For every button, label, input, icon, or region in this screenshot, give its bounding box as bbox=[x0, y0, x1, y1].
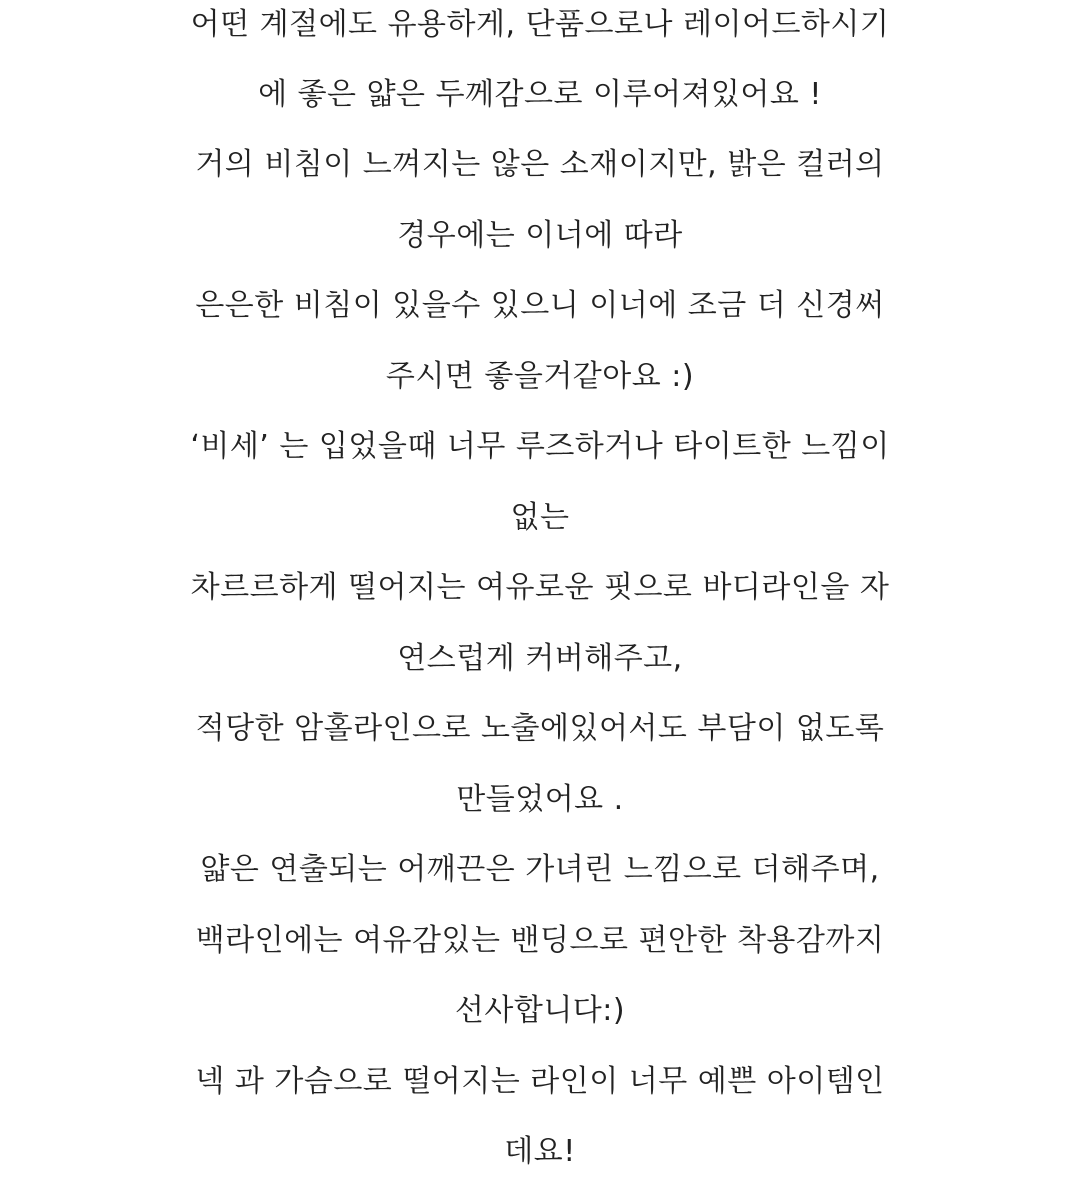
description-line: 경우에는 이너에 따라 bbox=[397, 218, 683, 253]
description-line: 거의 비침이 느껴지는 않은 소재이지만, 밝은 컬러의 bbox=[195, 147, 885, 182]
description-line: 차르르하게 떨어지는 여유로운 핏으로 바디라인을 자 bbox=[190, 570, 890, 605]
description-line: 없는 bbox=[510, 500, 570, 535]
description-line: 주시면 좋을거같아요 :) bbox=[385, 359, 695, 394]
description-line: 만들었어요 . bbox=[456, 782, 624, 817]
description-line: 넥 과 가슴으로 떨어지는 라인이 너무 예쁜 아이템인 bbox=[195, 1064, 885, 1099]
description-line: 에 좋은 얇은 두께감으로 이루어져있어요 ! bbox=[258, 77, 822, 112]
description-line: 선사합니다:) bbox=[454, 993, 626, 1028]
description-line: 어떤 계절에도 유용하게, 단품으로나 레이어드하시기 bbox=[190, 7, 890, 42]
description-line: 얇은 연출되는 어깨끈은 가녀린 느낌으로 더해주며, bbox=[200, 852, 880, 887]
description-line: 데요! bbox=[504, 1134, 576, 1169]
description-line: ‘비세’ 는 입었을때 너무 루즈하거나 타이트한 느낌이 bbox=[190, 429, 890, 464]
description-line: 연스럽게 커버해주고, bbox=[397, 641, 683, 676]
description-line: 백라인에는 여유감있는 밴딩으로 편안한 착용감까지 bbox=[195, 923, 885, 958]
description-line: 은은한 비침이 있을수 있으니 이너에 조금 더 신경써 bbox=[195, 288, 885, 323]
description-line: 적당한 암홀라인으로 노출에있어서도 부담이 없도록 bbox=[195, 711, 885, 746]
